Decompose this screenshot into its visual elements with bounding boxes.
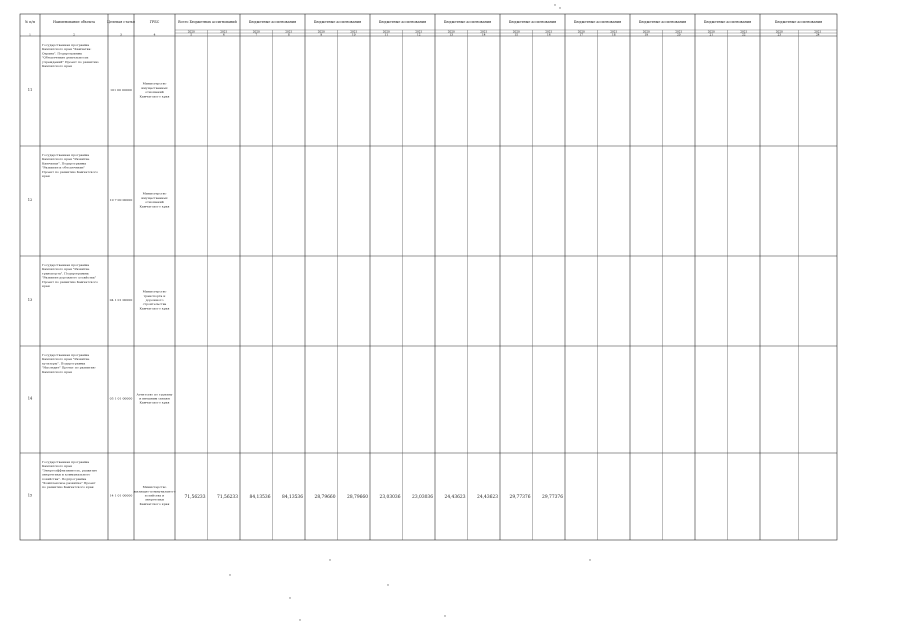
year-label: 2020 <box>447 29 455 34</box>
column-number: 14 <box>481 32 486 37</box>
year-label: 2021 <box>610 29 618 34</box>
amount-value: 28,79660 <box>314 495 336 500</box>
year-label: 2021 <box>480 29 488 34</box>
grbs-name: Министерство транспорта и дорожного строительства Камчатского края <box>139 289 170 311</box>
column-number: 20 <box>676 32 681 37</box>
target-code: 14 1 01 00000 <box>109 493 133 498</box>
object-name: Государственная программа Камчатского края "Камчатка: Охрана". Подпрограмма "Обеспечение деятельности учреждений" Проект по развитию Камчатского края <box>42 43 99 68</box>
row-number: 13 <box>27 298 33 302</box>
year-label: 2021 <box>285 29 293 34</box>
target-code: 04 1 01 00000 <box>109 298 133 302</box>
year-label: 2020 <box>382 29 390 34</box>
column-number: 4 <box>153 32 156 37</box>
object-name: Государственная программа Камчатского края "Развитие транспорта". Подпрограмма "Развитие дорожного хозяйства" Проект по развитию Камчатского края <box>42 263 98 288</box>
year-label: 2020 <box>187 29 195 34</box>
column-number: 10 <box>351 32 356 37</box>
column-number: 2 <box>73 32 75 37</box>
column-header: Бюджетные ассигнования <box>508 20 557 24</box>
scan-speck <box>387 584 388 585</box>
column-number: 23 <box>777 32 782 37</box>
column-header: Бюджетные ассигнования <box>313 20 362 24</box>
year-label: 2021 <box>350 29 358 34</box>
year-label: 2021 <box>675 29 683 34</box>
amount-value: 24,43623 <box>477 495 498 500</box>
table-frame <box>20 14 837 540</box>
year-label: 2020 <box>642 29 650 34</box>
grbs-name: Министерство имущественных отношений Камчатского края <box>139 81 170 99</box>
grbs-name: Министерство имущественных отношений Камчатского края <box>139 191 170 209</box>
year-label: 2020 <box>252 29 260 34</box>
table-grid <box>20 14 837 540</box>
scan-speck <box>299 619 300 620</box>
row-number: 12 <box>27 198 33 202</box>
year-label: 2021 <box>545 29 553 34</box>
column-header: Бюджетные ассигнования <box>378 20 427 24</box>
column-number: 8 <box>287 32 290 37</box>
year-label: 2020 <box>512 29 520 34</box>
scan-speck <box>229 574 230 575</box>
object-name: Государственная программа Камчатского края "Развитие культуры". Подпрограмма "Наследие" Проект по развитию Камчатского края <box>42 353 96 374</box>
column-number: 21 <box>709 32 714 37</box>
column-header: Бюджетные ассигнования <box>248 20 297 24</box>
column-number: 18 <box>611 32 616 37</box>
grbs-name: Агентство по туризму и внешним связям Камчатского края <box>136 392 173 405</box>
row-number: 11 <box>27 88 33 92</box>
year-label: 2020 <box>707 29 715 34</box>
column-header: Бюджетные ассигнования <box>573 20 622 24</box>
scan-speck <box>554 4 555 5</box>
column-number: 22 <box>741 32 746 37</box>
scan-speck <box>329 559 330 560</box>
year-label: 2021 <box>220 29 228 34</box>
object-name: Государственная программа Камчатского края "Развитие Камчатки". Подпрограмма "Развитие и обеспечение" Проект по развитию Камчатского края <box>42 153 98 178</box>
column-number: 16 <box>546 32 551 37</box>
column-number: 11 <box>384 32 389 37</box>
amount-value: 28,79660 <box>347 495 368 500</box>
column-number: 12 <box>416 32 421 37</box>
scan-speck <box>444 615 445 616</box>
scan-speck <box>559 7 560 8</box>
year-label: 2020 <box>317 29 325 34</box>
column-header: ГРБС <box>149 20 160 24</box>
column-header: Всего Бюджетных ассигнований <box>178 20 237 24</box>
column-header: Бюджетные ассигнования <box>443 20 492 24</box>
column-number: 13 <box>449 32 454 37</box>
scan-speck <box>289 597 290 598</box>
amount-value: 23,03036 <box>379 495 401 500</box>
year-label: 2021 <box>415 29 423 34</box>
year-label: 2020 <box>775 29 783 34</box>
amount-value: 84,13536 <box>282 495 303 500</box>
year-label: 2021 <box>740 29 748 34</box>
column-number: 19 <box>644 32 649 37</box>
table-header <box>25 20 822 36</box>
column-number: 15 <box>514 32 519 37</box>
column-header: Бюджетные ассигнования <box>703 20 752 24</box>
year-label: 2021 <box>814 29 822 34</box>
column-number: 3 <box>120 32 122 37</box>
column-number: 7 <box>255 32 258 37</box>
column-number: 5 <box>190 32 193 37</box>
column-header: Бюджетные ассигнования <box>774 20 823 24</box>
column-number: 9 <box>320 32 323 37</box>
scan-speck <box>589 559 590 560</box>
scan-specks <box>229 4 590 620</box>
column-number: 1 <box>29 32 31 37</box>
column-number: 24 <box>815 32 820 37</box>
column-header: Наименование объекта <box>53 20 95 24</box>
column-header: Бюджетные ассигнования <box>638 20 687 24</box>
amount-value: 84,13536 <box>249 495 271 500</box>
row-number: 14 <box>27 396 33 401</box>
year-label: 2020 <box>577 29 585 34</box>
amount-value: 71,56233 <box>217 495 238 500</box>
target-code: 05 1 01 00000 <box>109 396 133 401</box>
column-header: № п/п <box>25 20 35 24</box>
amount-value: 71,56233 <box>184 495 206 500</box>
column-header: Целевая статья <box>107 20 135 24</box>
amount-value: 23,03036 <box>412 495 433 500</box>
amount-value: 29,77376 <box>509 495 531 500</box>
target-code: 101 00 00000 <box>110 88 132 92</box>
object-name: Государственная программа Камчатского края "Энергоэффективность, развитие энергетики и коммунального хозяйства". Подпрограмма "Комплексное развитие" Проект по развитию Камчатского края <box>42 460 97 490</box>
row-number: 15 <box>27 493 33 498</box>
target-code: 10 7 00 00000 <box>109 198 133 202</box>
column-number: 17 <box>579 32 584 37</box>
column-number: 6 <box>222 32 225 37</box>
grbs-name: Министерство жилищно-коммунального хозяйства и энергетики Камчатского края <box>133 485 176 506</box>
amount-value: 24,43623 <box>444 495 466 500</box>
amount-value: 29,77376 <box>542 495 563 500</box>
